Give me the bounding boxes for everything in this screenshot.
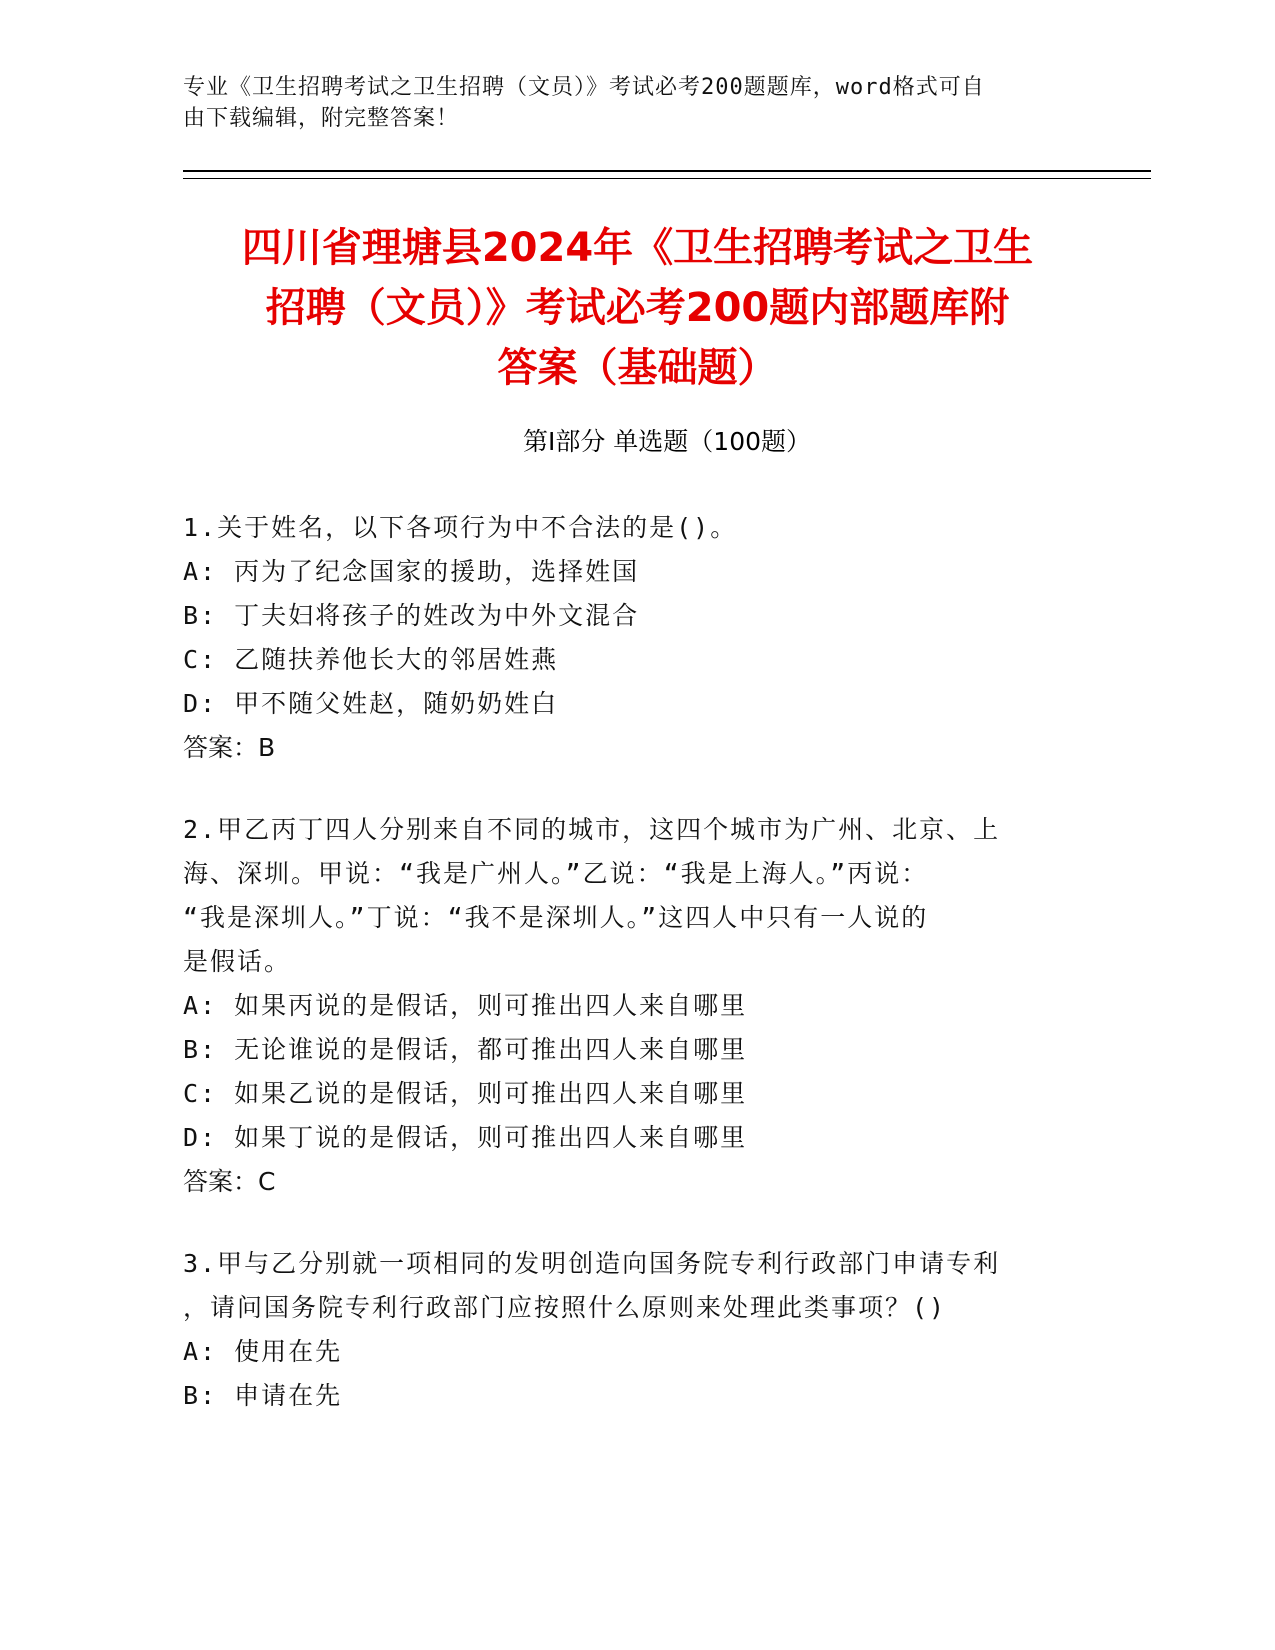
title-line-3: 答案（基础题） (497, 345, 778, 391)
question-2 (183, 808, 1063, 1204)
question-stem-line-1: 2.甲乙丙丁四人分别来自不同的城市，这四个城市为广州、北京、上 (183, 815, 1001, 844)
header-note-line-1: 专业《卫生招聘考试之卫生招聘（文员）》考试必考200题题库，word格式可自 (183, 75, 985, 100)
question-stem-line-2: ，请问国务院专利行政部门应按照什么原则来处理此类事项？() (183, 1293, 947, 1322)
option-b: B: 无论谁说的是假话，都可推出四人来自哪里 (183, 1035, 748, 1064)
answer: 答案：B (183, 733, 276, 762)
question-stem-line-2: 海、深圳。甲说：“我是广州人。”乙说：“我是上海人。”丙说： (183, 859, 929, 888)
option-d: D: 如果丁说的是假话，则可推出四人来自哪里 (183, 1123, 748, 1152)
title-line-1: 四川省理塘县2024年《卫生招聘考试之卫生 (241, 225, 1034, 271)
question-1 (183, 506, 1063, 770)
question-3 (183, 1242, 1063, 1418)
option-d: D: 甲不随父姓赵，随奶奶姓白 (183, 689, 559, 718)
header-divider-thick (183, 170, 1151, 172)
option-b: B: 申请在先 (183, 1381, 343, 1410)
question-stem-line-3: “我是深圳人。”丁说：“我不是深圳人。”这四人中只有一人说的 (183, 903, 929, 932)
section-heading: 第Ⅰ部分 单选题（100题） (522, 427, 812, 456)
question-stem-line-4: 是假话。 (183, 947, 292, 976)
title-line-2: 招聘（文员）》考试必考200题内部题库附 (265, 285, 1010, 331)
document-title (160, 218, 1115, 398)
header-note (183, 72, 1043, 134)
option-c: C: 如果乙说的是假话，则可推出四人来自哪里 (183, 1079, 748, 1108)
option-c: C: 乙随扶养他长大的邻居姓燕 (183, 645, 559, 674)
header-divider-thin (183, 178, 1151, 179)
option-a: A: 丙为了纪念国家的援助，选择姓国 (183, 557, 640, 586)
answer: 答案：C (183, 1167, 276, 1196)
option-a: A: 如果丙说的是假话，则可推出四人来自哪里 (183, 991, 748, 1020)
question-stem: 1.关于姓名，以下各项行为中不合法的是()。 (183, 513, 738, 542)
option-b: B: 丁夫妇将孩子的姓改为中外文混合 (183, 601, 640, 630)
header-note-line-2: 由下载编辑，附完整答案！ (183, 106, 460, 131)
question-stem-line-1: 3.甲与乙分别就一项相同的发明创造向国务院专利行政部门申请专利 (183, 1249, 1001, 1278)
option-a: A: 使用在先 (183, 1337, 343, 1366)
